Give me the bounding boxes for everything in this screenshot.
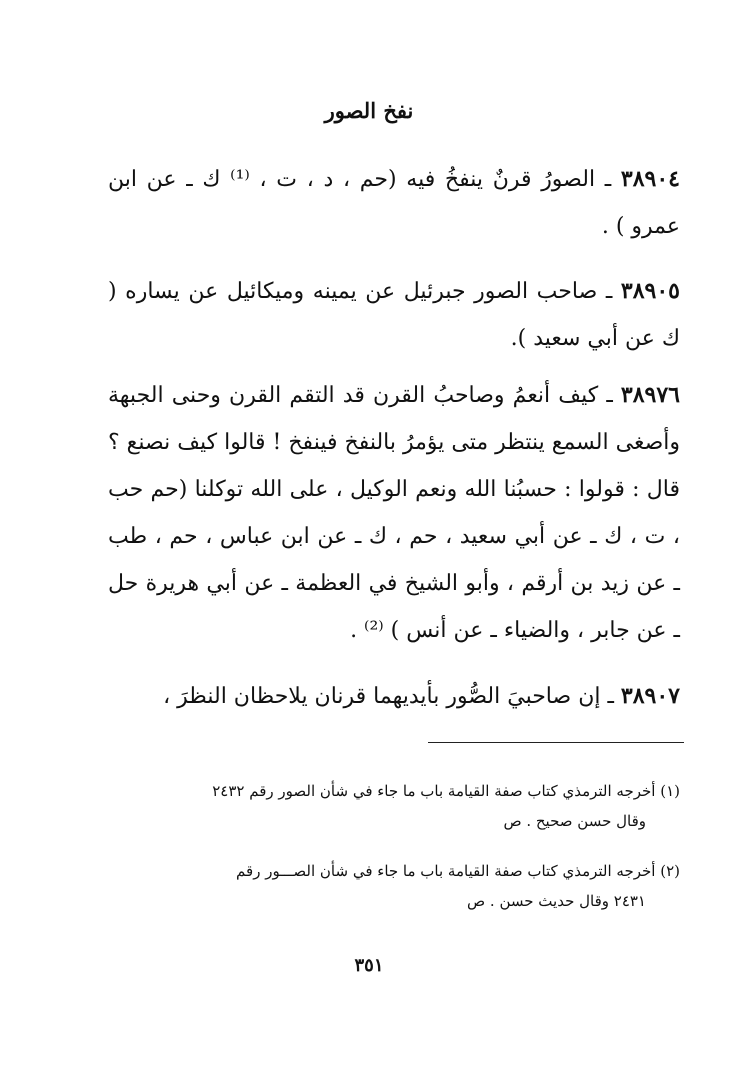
hadith-text: ـ إن صاحبيَ الصُّور بأيديهما قرنان يلاحظان النظرَ ، bbox=[163, 684, 614, 709]
hadith-38905 bbox=[108, 268, 680, 362]
hadith-number: ٣٨٩٠٧ bbox=[620, 683, 680, 709]
footnote-line: (١) أخرجه الترمذي كتاب صفة القيامة باب ما جاء في شأن الصور رقم ٢٤٣٢ bbox=[212, 782, 680, 800]
footnote-line: (٢) أخرجه الترمذي كتاب صفة القيامة باب ما جاء في شأن الصـــور رقم bbox=[236, 862, 680, 880]
hadith-number: ٣٨٩٠٥ bbox=[620, 278, 680, 304]
hadith-text: ـ صاحب الصور جبرئيل عن يمينه وميكائيل عن يساره ( ك عن أبي سعيد ). bbox=[108, 279, 680, 351]
footnote-line: وقال حسن صحيح . ص bbox=[503, 812, 646, 830]
footnote-1 bbox=[108, 776, 680, 836]
footnote-divider bbox=[428, 742, 684, 743]
hadith-38976 bbox=[108, 372, 680, 654]
hadith-text: ـ كيف أنعمُ وصاحبُ القرن قد التقم القرن وحنى الجبهة وأصغى السمع ينتظر متى يؤمرُ بالنفخ فينفخ ! قالوا كيف نصنع ؟ قال : قولوا : حسبُنا الله ونعم الوكيل ، على الله توكلنا (حم حب ، ت ، ك ـ عن أبي سعيد ، حم ، ك ـ عن ابن عباس ، حم ، طب ـ عن زيد بن أرقم ، وأبو الشيخ في العظمة ـ عن أبي هريرة حل ـ عن جابر ، والضياء ـ عن أنس ) ⁽²⁾ . bbox=[108, 383, 680, 643]
hadith-38907 bbox=[108, 673, 680, 720]
footnote-2 bbox=[108, 856, 680, 916]
hadith-text: ـ الصورُ قرنٌ ينفخُ فيه (حم ، د ، ت ، ⁽¹⁾ ك ـ عن ابن عمرو ) . bbox=[108, 167, 680, 239]
page-number: ٣٥١ bbox=[354, 955, 384, 976]
hadith-number: ٣٨٩٠٤ bbox=[620, 166, 680, 192]
hadith-38904 bbox=[108, 156, 680, 250]
page-title: نفخ الصور bbox=[324, 98, 414, 123]
hadith-number: ٣٨٩٧٦ bbox=[620, 382, 680, 408]
footnote-line: ٢٤٣١ وقال حديث حسن . ص bbox=[467, 892, 646, 910]
